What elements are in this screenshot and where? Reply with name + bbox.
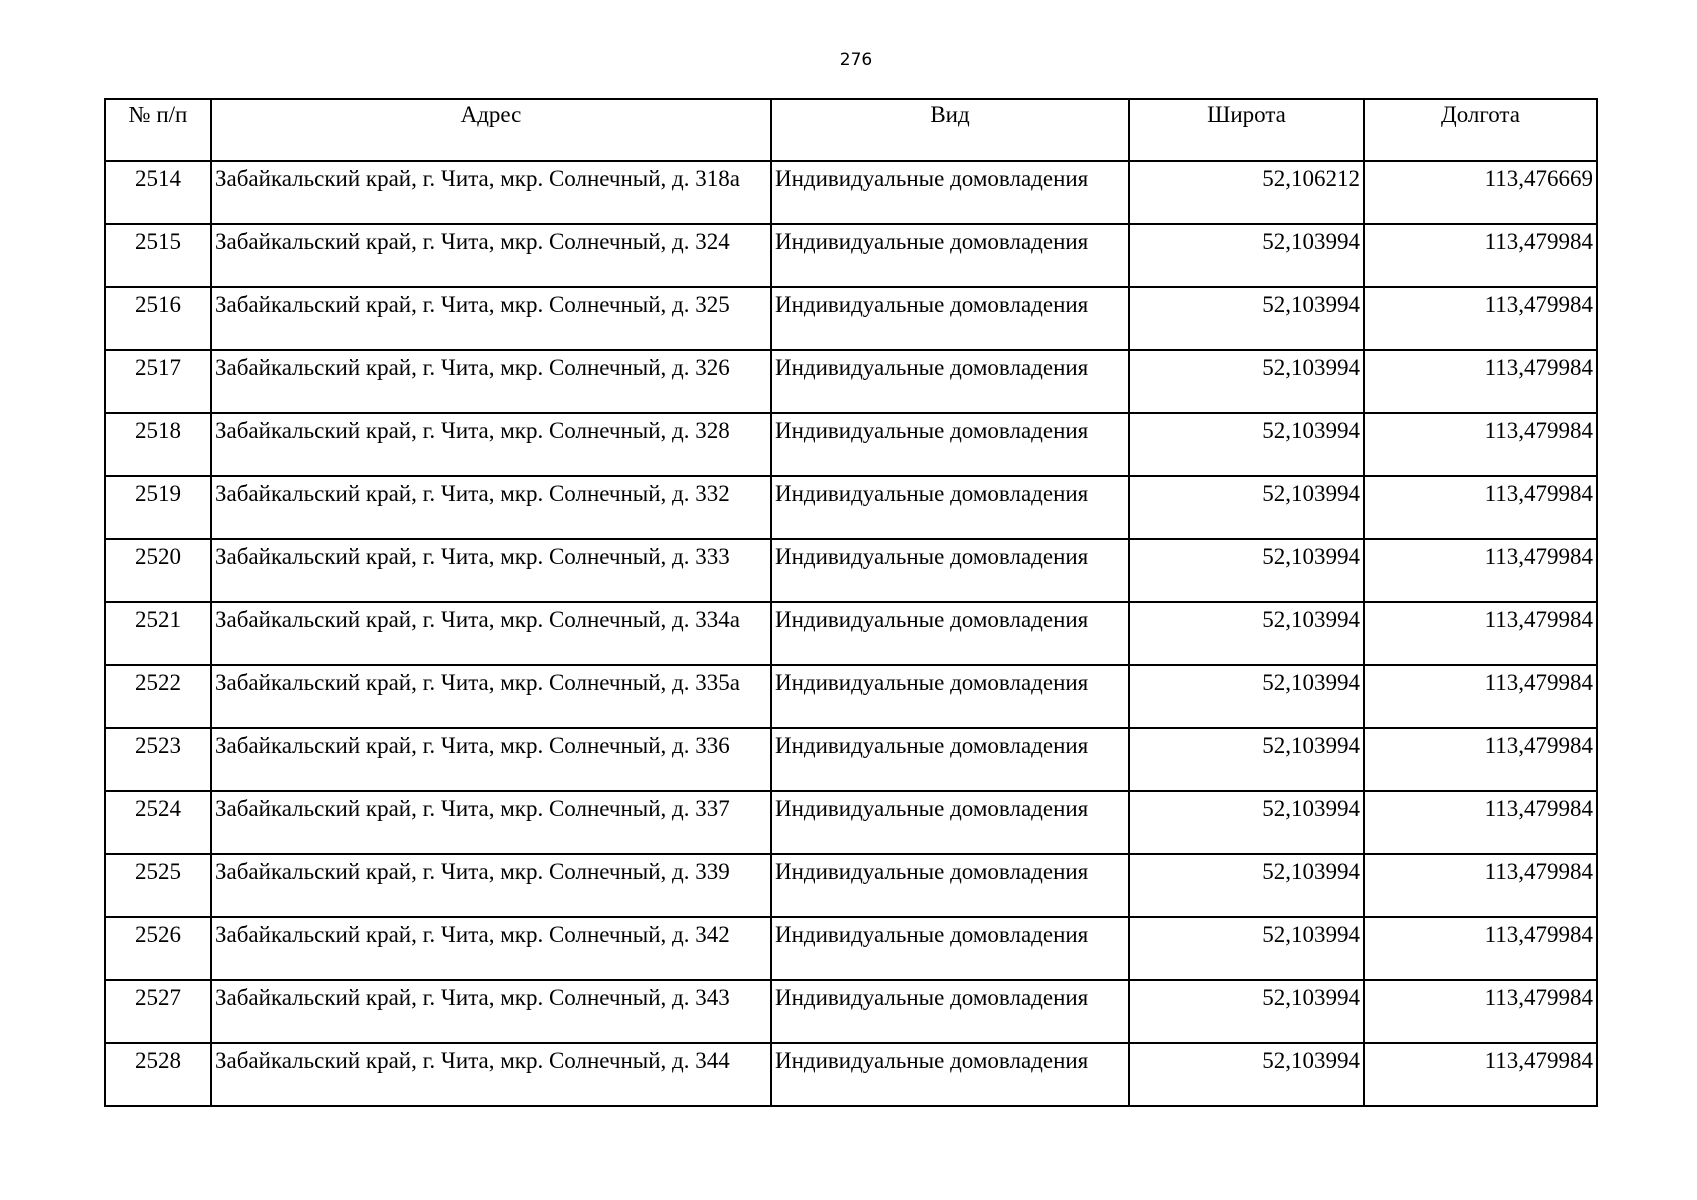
cell-num: 2521: [105, 602, 211, 665]
cell-type: Индивидуальные домовладения: [771, 1043, 1129, 1106]
cell-lat: 52,103994: [1129, 854, 1364, 917]
header-num: № п/п: [105, 99, 211, 161]
cell-lat: 52,103994: [1129, 665, 1364, 728]
cell-type: Индивидуальные домовладения: [771, 980, 1129, 1043]
cell-lat: 52,103994: [1129, 602, 1364, 665]
cell-lon: 113,479984: [1364, 1043, 1597, 1106]
table-row: [105, 287, 1597, 350]
cell-address: Забайкальский край, г. Чита, мкр. Солнечный, д. 344: [211, 1043, 771, 1106]
cell-num: 2520: [105, 539, 211, 602]
table-row: [105, 791, 1597, 854]
table-row: [105, 539, 1597, 602]
cell-lon: 113,479984: [1364, 287, 1597, 350]
cell-address: Забайкальский край, г. Чита, мкр. Солнечный, д. 328: [211, 413, 771, 476]
cell-type: Индивидуальные домовладения: [771, 665, 1129, 728]
table-row: [105, 854, 1597, 917]
cell-address: Забайкальский край, г. Чита, мкр. Солнечный, д. 336: [211, 728, 771, 791]
cell-lon: 113,479984: [1364, 980, 1597, 1043]
cell-lon: 113,479984: [1364, 665, 1597, 728]
table-row: [105, 728, 1597, 791]
cell-lat: 52,103994: [1129, 350, 1364, 413]
cell-address: Забайкальский край, г. Чита, мкр. Солнечный, д. 337: [211, 791, 771, 854]
cell-type: Индивидуальные домовладения: [771, 602, 1129, 665]
cell-num: 2527: [105, 980, 211, 1043]
cell-lat: 52,103994: [1129, 791, 1364, 854]
table-row: [105, 224, 1597, 287]
table-row: [105, 917, 1597, 980]
header-address: Адрес: [211, 99, 771, 161]
cell-lon: 113,479984: [1364, 917, 1597, 980]
cell-lon: 113,479984: [1364, 728, 1597, 791]
cell-type: Индивидуальные домовладения: [771, 917, 1129, 980]
table-row: [105, 413, 1597, 476]
cell-num: 2514: [105, 161, 211, 224]
cell-address: Забайкальский край, г. Чита, мкр. Солнечный, д. 342: [211, 917, 771, 980]
table-header: [105, 99, 1597, 161]
cell-address: Забайкальский край, г. Чита, мкр. Солнечный, д. 333: [211, 539, 771, 602]
cell-num: 2522: [105, 665, 211, 728]
cell-lat: 52,103994: [1129, 413, 1364, 476]
cell-address: Забайкальский край, г. Чита, мкр. Солнечный, д. 332: [211, 476, 771, 539]
table-row: [105, 665, 1597, 728]
cell-type: Индивидуальные домовладения: [771, 791, 1129, 854]
cell-num: 2515: [105, 224, 211, 287]
table-row: [105, 980, 1597, 1043]
cell-lat: 52,103994: [1129, 728, 1364, 791]
cell-address: Забайкальский край, г. Чита, мкр. Солнечный, д. 339: [211, 854, 771, 917]
cell-lon: 113,479984: [1364, 854, 1597, 917]
page-number: 276: [839, 50, 873, 70]
cell-type: Индивидуальные домовладения: [771, 728, 1129, 791]
cell-num: 2523: [105, 728, 211, 791]
cell-address: Забайкальский край, г. Чита, мкр. Солнечный, д. 343: [211, 980, 771, 1043]
cell-lon: 113,479984: [1364, 413, 1597, 476]
cell-lat: 52,103994: [1129, 476, 1364, 539]
cell-lat: 52,103994: [1129, 287, 1364, 350]
table-row: [105, 1043, 1597, 1106]
cell-lat: 52,103994: [1129, 539, 1364, 602]
cell-type: Индивидуальные домовладения: [771, 224, 1129, 287]
cell-num: 2518: [105, 413, 211, 476]
cell-lon: 113,476669: [1364, 161, 1597, 224]
cell-lon: 113,479984: [1364, 602, 1597, 665]
cell-num: 2526: [105, 917, 211, 980]
table-row: [105, 161, 1597, 224]
cell-type: Индивидуальные домовладения: [771, 350, 1129, 413]
cell-lon: 113,479984: [1364, 224, 1597, 287]
cell-address: Забайкальский край, г. Чита, мкр. Солнечный, д. 334а: [211, 602, 771, 665]
cell-lon: 113,479984: [1364, 350, 1597, 413]
table-body: [105, 161, 1597, 1106]
cell-num: 2528: [105, 1043, 211, 1106]
cell-num: 2519: [105, 476, 211, 539]
header-lat: Широта: [1129, 99, 1364, 161]
cell-num: 2517: [105, 350, 211, 413]
address-table: [104, 98, 1598, 1107]
cell-lat: 52,103994: [1129, 917, 1364, 980]
header-lon: Долгота: [1364, 99, 1597, 161]
cell-type: Индивидуальные домовладения: [771, 539, 1129, 602]
cell-address: Забайкальский край, г. Чита, мкр. Солнечный, д. 335а: [211, 665, 771, 728]
cell-address: Забайкальский край, г. Чита, мкр. Солнечный, д. 324: [211, 224, 771, 287]
cell-type: Индивидуальные домовладения: [771, 413, 1129, 476]
cell-num: 2524: [105, 791, 211, 854]
cell-type: Индивидуальные домовладения: [771, 161, 1129, 224]
cell-type: Индивидуальные домовладения: [771, 476, 1129, 539]
table-row: [105, 602, 1597, 665]
cell-lat: 52,106212: [1129, 161, 1364, 224]
cell-address: Забайкальский край, г. Чита, мкр. Солнечный, д. 318а: [211, 161, 771, 224]
cell-num: 2525: [105, 854, 211, 917]
table-row: [105, 350, 1597, 413]
table-row: [105, 476, 1597, 539]
cell-address: Забайкальский край, г. Чита, мкр. Солнечный, д. 326: [211, 350, 771, 413]
cell-lon: 113,479984: [1364, 539, 1597, 602]
cell-address: Забайкальский край, г. Чита, мкр. Солнечный, д. 325: [211, 287, 771, 350]
cell-type: Индивидуальные домовладения: [771, 854, 1129, 917]
cell-type: Индивидуальные домовладения: [771, 287, 1129, 350]
cell-num: 2516: [105, 287, 211, 350]
header-row: [105, 99, 1597, 161]
header-type: Вид: [771, 99, 1129, 161]
cell-lat: 52,103994: [1129, 224, 1364, 287]
cell-lat: 52,103994: [1129, 980, 1364, 1043]
cell-lon: 113,479984: [1364, 476, 1597, 539]
cell-lat: 52,103994: [1129, 1043, 1364, 1106]
cell-lon: 113,479984: [1364, 791, 1597, 854]
